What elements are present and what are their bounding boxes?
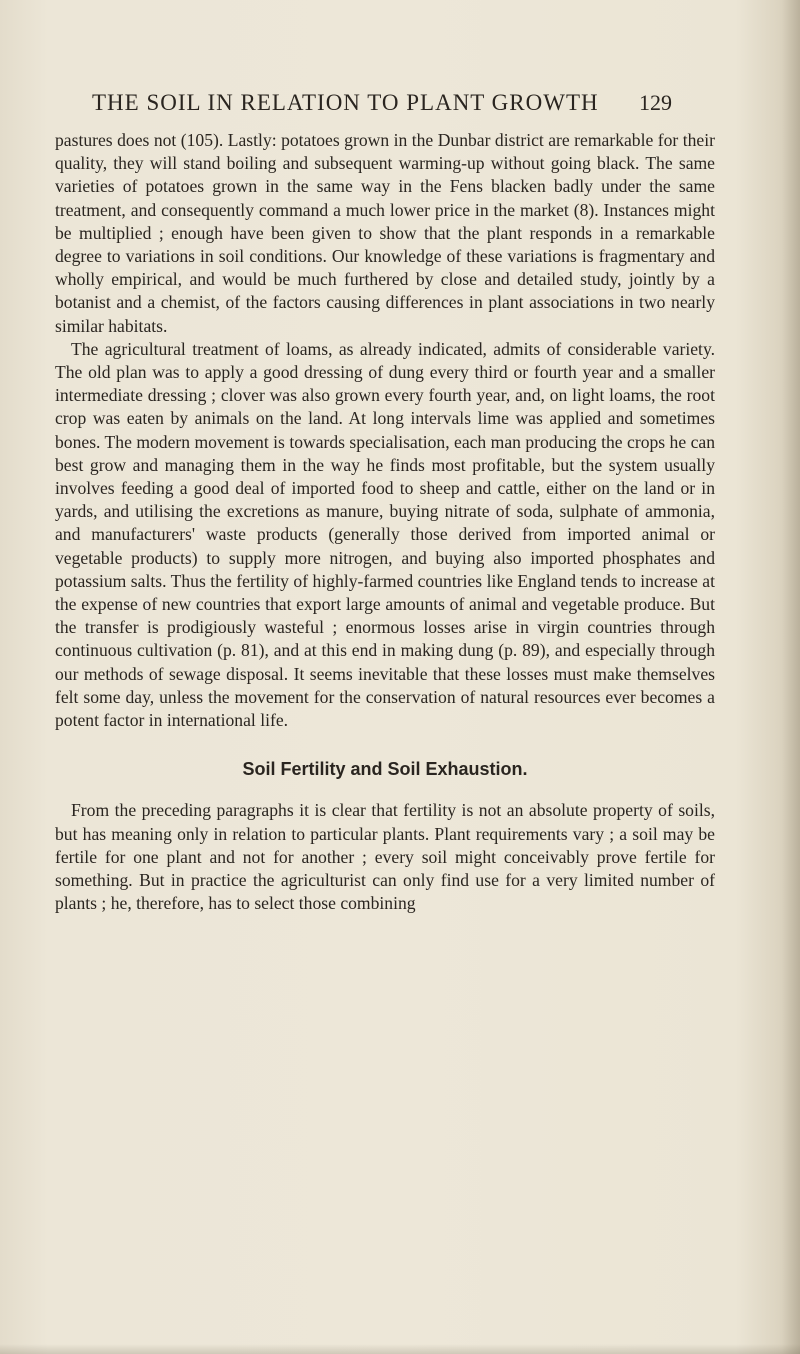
page-number: 129 <box>639 90 672 115</box>
paragraph: From the preceding paragraphs it is clear that fertility is not an absolute property of soils, but has meaning only in relation to particular plants. Plant requirements vary ; a soil may be fertile for one plant and not for another ; every soil might conceivably prove fertile for something. But in practice the agriculturist can only find use for a very limited number of plants ; he, therefore, has to select those combining <box>55 800 715 914</box>
page-bottom-edge <box>0 1344 800 1354</box>
paragraph: pastures does not (105). Lastly: potatoes grown in the Dunbar district are remarkable for their quality, they will stand boiling and subsequent warming-up without going black. The same varieties of potatoes grown in the same way in the Fens blacken badly under the same treatment, and consequently command a much lower price in the market (8). Instances might be multiplied ; enough have been given to show that the plant responds in a remarkable degree to variations in soil conditions. Our knowledge of these variations is fragmentary and wholly empirical, and would be much furthered by close and detailed study, jointly by a botanist and a chemist, of the factors causing differences in plant associations in two nearly similar habitats. <box>55 130 715 336</box>
section-heading: Soil Fertility and Soil Exhaustion. <box>242 759 528 780</box>
body-text <box>55 129 715 916</box>
page-header <box>92 90 672 120</box>
page-edge-shadow <box>782 0 800 1354</box>
running-head: THE SOIL IN RELATION TO PLANT GROWTH <box>92 90 599 115</box>
paragraph: The agricultural treatment of loams, as already indicated, admits of considerable variety. The old plan was to apply a good dressing of dung every third or fourth year and a smaller intermediate dressing ; clover was also grown every fourth year, and, on light loams, the root crop was eaten by animals on the land. At long intervals lime was applied and sometimes bones. The modern movement is towards specialisation, each man producing the crops he can best grow and managing them in the way he finds most profitable, but the system usually involves feeding a good deal of imported food to sheep and cattle, either on the land or in yards, and utilising the excretions as manure, buying nitrate of soda, sulphate of ammonia, and manufacturers' waste products (generally those derived from imported animal or vegetable products) to supply more nitrogen, and buying also imported phosphates and potassium salts. Thus the fertility of highly-farmed countries like England tends to increase at the expense of new countries that export large amounts of animal and vegetable produce. But the transfer is prodigiously wasteful ; enormous losses arise in virgin countries through continuous cultivation (p. 81), and at this end in making dung (p. 89), and especially through our methods of sewage disposal. It seems inevitable that these losses must make themselves felt some day, unless the movement for the conservation of natural resources ever becomes a potent factor in international life. <box>55 338 715 731</box>
